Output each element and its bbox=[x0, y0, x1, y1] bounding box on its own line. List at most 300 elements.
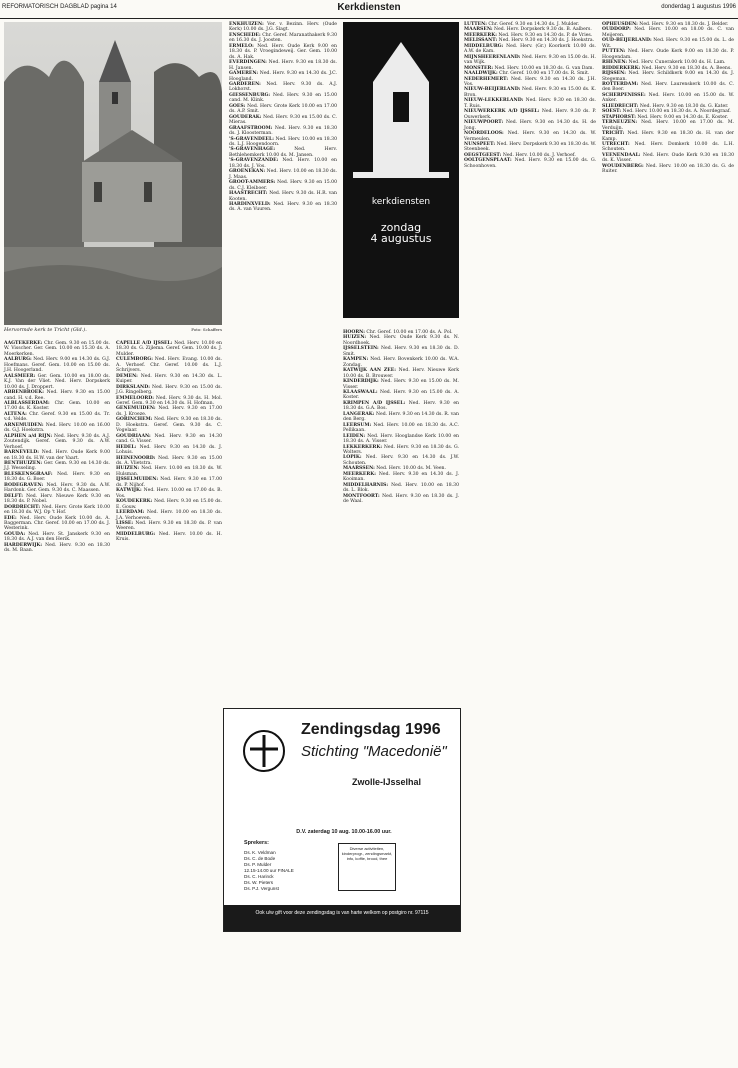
service-details: Ned. Herv. 9.30 ds. A.J. Zoutendijk. Geref. Gem. 9.30 ds. A.W. Verhoef. bbox=[4, 433, 110, 450]
service-details: Ned. Herv. Grote Kerk 10.00 en 17.00 ds. A.P. Smit. bbox=[229, 103, 337, 115]
place-name: OUD-BEIJERLAND: bbox=[602, 38, 652, 44]
service-details: Ned. Herv. Dorpskerk 9.30 ds. B. Aalbers. bbox=[492, 27, 592, 33]
place-name: MIJNSHEERENLAND: bbox=[464, 54, 521, 60]
place-name: HARDINXVELD: bbox=[229, 201, 271, 207]
service-details: Ned. Herv. 9.30 ds. A.W. Hardonk. Ger. Gem. 9.30 ds. C. Maassen. bbox=[4, 482, 110, 494]
service-details: Ned. Herv. 10.00 en 18.30 ds. J.A. Verhoeven. bbox=[116, 510, 222, 521]
listing-entry bbox=[464, 120, 596, 131]
service-details: Ned. Herv. 9.30 en 14.30 ds. L. Kuiper. bbox=[116, 373, 222, 385]
place-name: GOUDRIAAN: bbox=[116, 433, 151, 439]
service-details: Chr. Geref. 9.30 en 15.00 ds. Tr. v.d. Velde. bbox=[4, 411, 110, 423]
place-name: ALTENA: bbox=[4, 411, 27, 417]
paper-name: REFORMATORISCH DAGBLAD pagina 14 bbox=[2, 4, 117, 10]
place-name: GOUDA: bbox=[4, 531, 26, 537]
service-details: Chr. Geref. Maranathakerk 9.30 en 16.30 ds. J. Joosten. bbox=[229, 32, 337, 44]
listing-entry bbox=[116, 417, 222, 433]
listing-entry bbox=[229, 60, 337, 71]
listing-entry bbox=[116, 385, 222, 396]
service-details: Ned. Herv. 9.30 en 14.30 ds. J.C. Hoogland. bbox=[229, 71, 337, 82]
service-details: Ned. Herv. 9.00 en 14.30 ds. G.J. Hoefmans. Geref. Gem. 10.00 en 15.00 ds. J.H. Hoogerland. bbox=[4, 357, 110, 374]
service-details: Ned. Herv. 9.30 en 18.30 ds. J. de Waal. bbox=[343, 493, 459, 505]
place-name: HARDERWIJK: bbox=[4, 542, 43, 548]
service-details: Ned. Herv. 9.30 en 18.30 ds. D. Smit. bbox=[343, 346, 459, 357]
listing-entry bbox=[602, 153, 734, 164]
listing-entry bbox=[602, 27, 734, 38]
place-name: GOES: bbox=[229, 103, 246, 109]
place-name: MEERKERK: bbox=[343, 471, 376, 477]
place-name: KOUDEKERK: bbox=[116, 499, 153, 505]
place-name: ENKHUIZEN: bbox=[229, 22, 264, 27]
place-name: VEENENDAAL: bbox=[602, 152, 641, 158]
place-name: BODEGRAVEN: bbox=[4, 482, 44, 488]
speaker-item: Ds. C. de Bode bbox=[244, 856, 276, 861]
service-details: Ned. Herv. 9.30 en 17.00 ds. J. Kroeze. bbox=[116, 406, 222, 417]
place-name: HEINENOORD: bbox=[116, 455, 156, 461]
service-details: Ned. Herv. 10.00 en 18.00 ds. C. van Meijeren. bbox=[602, 27, 734, 38]
place-name: GAMEREN: bbox=[229, 71, 259, 77]
promo-title: zondag 4 augustus bbox=[370, 221, 432, 245]
place-name: RHENEN: bbox=[602, 60, 628, 66]
service-details: Ned. Herv. 9.30 en 18.30 ds. H. Jansen. bbox=[229, 60, 337, 71]
place-name: OPHEUSDEN: bbox=[602, 22, 638, 27]
listing-entry bbox=[116, 357, 222, 373]
place-name: GIESSENBURG: bbox=[229, 92, 271, 98]
speaker-item: Ds. P.J. Vergunst bbox=[244, 886, 279, 891]
service-details: Ned. Herv. Oude Kerk 9.00 en 18.30 ds. P. Vroegindeweij. Ger. Gem. 10.00 ds. A. Hak. bbox=[229, 43, 337, 60]
listing-entry bbox=[4, 357, 110, 373]
service-details: Ned. Herv. 9.30 en 14.30 ds. J. Lohuis. bbox=[116, 444, 222, 456]
listing-entry bbox=[602, 120, 734, 131]
place-name: DELFT: bbox=[4, 493, 23, 499]
listing-entry bbox=[4, 461, 110, 472]
service-details: Ned. Herv. Domkerk 10.00 ds. L.H. Schouten. bbox=[602, 141, 734, 153]
place-name: HUIZEN: bbox=[343, 335, 367, 341]
listing-entry bbox=[4, 434, 110, 450]
service-details: Ned. Herv. Evang. 10.00 ds. A. Verhoef. Chr. Geref. 10.00 ds. L.J. Schrijvers. bbox=[116, 357, 222, 374]
place-name: HUIZEN: bbox=[116, 466, 140, 472]
service-details: Ned. Herv. 9.30 en 14.30 ds. R. van den Berg. bbox=[343, 411, 459, 423]
service-details: Ned. Herv. 10.00 en 18.30 ds. J. Vos. bbox=[229, 158, 337, 169]
listing-entry bbox=[229, 180, 337, 191]
ad-date: D.V. zaterdag 10 aug. 10.00-16.00 uur. bbox=[296, 829, 392, 835]
listing-entry bbox=[229, 137, 337, 148]
place-name: 'S-GRAVENDEEL: bbox=[229, 136, 274, 142]
listing-entry bbox=[464, 158, 596, 169]
listing-entry bbox=[229, 158, 337, 169]
service-details: Ned. Herv. 9.30 en 15.00 ds. A. Koster. bbox=[343, 389, 459, 401]
listing-entry bbox=[229, 33, 337, 44]
listing-entry bbox=[343, 445, 459, 456]
service-details: Ned. Herv. Nieuwe Kerk 9.30 en 18.30 ds. P. Nobel. bbox=[4, 493, 110, 505]
mission-day-ad bbox=[223, 708, 461, 932]
place-name: NEDERHEMERT: bbox=[464, 76, 509, 82]
listing-entry bbox=[343, 434, 459, 445]
listing-entry bbox=[4, 390, 110, 401]
service-details: Ned. Herv. 9.30 en 18.30 ds. G.A. Bos. bbox=[343, 400, 459, 412]
listing-entry bbox=[116, 532, 222, 543]
listing-entry bbox=[602, 71, 734, 82]
place-name: NIEUW-LEKKERLAND: bbox=[464, 98, 524, 104]
ad-footer: Ook u/w gift voor deze zendingsdag is van harte welkom op postgiro nr. 97115 bbox=[224, 905, 460, 931]
listing-entry bbox=[343, 335, 459, 346]
place-name: GROENEKAN: bbox=[229, 169, 266, 175]
service-details: Ned. Herv. Cunerakerk 10.00 ds. H. Lam. bbox=[627, 60, 726, 66]
column-3 bbox=[229, 22, 337, 213]
place-name: NOORDELOOS: bbox=[464, 131, 504, 137]
place-name: IJSSELMUIDEN: bbox=[116, 477, 159, 483]
service-details: Ned. Herv. Oude Kerk 9.00 en 18.30 ds. P. Hoogendam. bbox=[602, 49, 734, 60]
place-name: LANGERAK: bbox=[343, 411, 375, 417]
listing-entry bbox=[4, 374, 110, 390]
place-name: KINDERDIJK: bbox=[343, 379, 379, 385]
place-name: KLAASWAAL: bbox=[343, 389, 378, 395]
listing-entry bbox=[343, 401, 459, 412]
service-details: Ned. Herv. Laurenskerk 10.00 ds. C. den Boer. bbox=[602, 81, 734, 93]
service-details: Ned. Herv. 9.30 en 14.30 ds. P. de Vries. bbox=[496, 32, 593, 38]
place-name: SOEST: bbox=[602, 109, 622, 115]
listing-entry bbox=[464, 109, 596, 120]
listing-entry bbox=[4, 450, 110, 461]
place-name: BENTHUIZEN: bbox=[4, 460, 43, 466]
listing-entry bbox=[4, 483, 110, 494]
listing-entry bbox=[343, 357, 459, 368]
service-details: Ned. Herv. 9.30 en 18.30 ds. M. Baan. bbox=[4, 542, 110, 554]
service-details: Ned. Herv. 9.30 en 15.00 cand. H. v.d. Ree. bbox=[4, 390, 110, 401]
listing-entry bbox=[229, 115, 337, 126]
place-name: DORDRECHT: bbox=[4, 504, 41, 510]
listing-entry bbox=[4, 472, 110, 483]
column-6 bbox=[602, 22, 734, 175]
listing-entry bbox=[229, 126, 337, 137]
place-name: KAMPEN: bbox=[343, 357, 369, 363]
listing-entry bbox=[343, 494, 459, 505]
place-name: LEERSUM: bbox=[343, 422, 372, 428]
place-name: ALBLASSERDAM: bbox=[4, 400, 50, 406]
service-details: Ned. Herv. 10.00 en 18.30 ds. A.C. Pellikaan. bbox=[343, 422, 459, 434]
service-details: Ned. Herv. 10.00 en 18.30 ds. W. Hulsman. bbox=[116, 466, 222, 477]
place-name: MAARSSEN: bbox=[343, 466, 375, 472]
listing-entry bbox=[4, 543, 110, 554]
listing-entry bbox=[464, 87, 596, 98]
listing-entry bbox=[343, 390, 459, 401]
service-details: Ned. Herv. 9.30 en 18.30 ds. A. van Vuuren. bbox=[229, 201, 337, 213]
listing-entry bbox=[343, 412, 459, 423]
listing-entry bbox=[116, 396, 222, 407]
mission-logo-icon bbox=[242, 729, 286, 773]
place-name: DEMEN: bbox=[116, 373, 138, 379]
service-details: Ned. Herv. Oude Kerk 9.30 en 18.30 ds. K. Visser. bbox=[602, 152, 734, 164]
service-details: Ned. Herv. 9.30 en 18.30 ds. G. Wolters. bbox=[343, 444, 459, 455]
listing-entry bbox=[116, 510, 222, 521]
listing-entry bbox=[602, 49, 734, 60]
service-details: Chr. Geref. 10.00 en 17.00 ds. R. Smit. bbox=[497, 71, 590, 77]
service-details: Ned. Herv. Oude Kerk 10.00 ds. A. Baggerman. Chr. Geref. 10.00 en 17.00 ds. J. Westerink. bbox=[4, 515, 110, 532]
service-details: Ned. Herv. Grote Kerk 10.00 en 18.30 ds. W.J. Op 't Hof. bbox=[4, 504, 110, 516]
place-name: UTRECHT: bbox=[602, 141, 630, 147]
listing-entry bbox=[4, 516, 110, 532]
service-details: Chr. Gem. 10.00 en 17.00 ds. K. Koster. bbox=[4, 400, 110, 412]
place-name: GENEMUIDEN: bbox=[116, 406, 156, 412]
place-name: AAGTEKERKE: bbox=[4, 341, 43, 346]
service-details: Ned. Herv. Oude Kerk 9.00 en 18.30 ds. H.W. van der Vaart. bbox=[4, 450, 110, 461]
place-name: TERNEUZEN: bbox=[602, 120, 638, 126]
listing-entry bbox=[4, 423, 110, 434]
place-name: GROOT-AMMERS: bbox=[229, 180, 276, 186]
listing-entry bbox=[343, 379, 459, 390]
place-name: EVERDINGEN: bbox=[229, 60, 267, 66]
service-details: Ned. Herv. 10.00 en 18.30 ds. L. Blok. bbox=[343, 482, 459, 494]
listing-entry bbox=[343, 455, 459, 466]
listing-entry bbox=[229, 71, 337, 82]
listing-entry bbox=[116, 499, 222, 510]
service-details: Ned. Herv. 9.30 en 18.30 ds. D. Hoekstra. Geref. Gem. 9.30 ds. C. Vogelaar. bbox=[116, 417, 222, 434]
photo-credit: Foto: Schaffers bbox=[191, 327, 222, 332]
listing-entry bbox=[4, 505, 110, 516]
service-details: Ned. Herv. 9.30 en 15.00 cand. M. Klink. bbox=[229, 92, 337, 104]
service-details: Ned. Herv. 9.30 en 14.30 ds. J. Kooiman. bbox=[343, 471, 459, 483]
place-name: NIEUW-BEIJERLAND: bbox=[464, 87, 521, 93]
service-details: Ned. Herv. 9.30 ds. A.J. Lokhorst. bbox=[229, 81, 337, 93]
service-details: Ned. Herv. (Gr.) Koorkerk 10.00 ds. A.W. de Kam. bbox=[464, 43, 596, 55]
service-details: Ned. Herv. 9.30 en 15.00 ds. K. Bron. bbox=[464, 87, 596, 98]
listing-entry bbox=[229, 93, 337, 104]
speaker-item: Ds. C. Harinck bbox=[244, 874, 274, 879]
listing-entry bbox=[229, 147, 337, 158]
place-name: 'S-GRAVENHAGE: bbox=[229, 147, 276, 153]
service-details: Chr. Geref. 10.00 en 17.00 ds. A. Pol. bbox=[364, 330, 453, 335]
place-name: RIDDERKERK: bbox=[602, 65, 641, 71]
place-name: ROTTERDAM: bbox=[602, 81, 639, 87]
place-name: HEDEL: bbox=[116, 444, 137, 450]
place-name: WOUDENBERG: bbox=[602, 163, 644, 169]
ad-speakers bbox=[244, 850, 294, 892]
service-details: Ned. Herv. 10.00 ds. H. Kruis. bbox=[116, 531, 222, 543]
service-details: Ned. Herv. 10.00 ds. M. Veen. bbox=[374, 466, 446, 472]
ad-speakers-label: Sprekers: bbox=[244, 840, 269, 846]
place-name: TRICHT: bbox=[602, 131, 625, 137]
place-name: HAASTRECHT: bbox=[229, 191, 268, 197]
service-details: Ned. Herv. 9.30 en 15.00 ds. H. van Wijk. bbox=[464, 54, 596, 66]
listing-entry bbox=[464, 55, 596, 66]
place-name: MEERKERK: bbox=[464, 32, 497, 38]
service-details: Ned. Herv. 9.30 en 18.30 ds. G. Kater. bbox=[638, 103, 729, 109]
service-details: Ned. Herv. Oude Kerk 9.30 ds. N. Noordhoek. bbox=[343, 335, 459, 346]
listing-entry bbox=[116, 434, 222, 445]
service-details: Ned. Herv. 10.00 en 17.00 ds. M. Verduijn. bbox=[602, 120, 734, 131]
listing-entry bbox=[4, 401, 110, 412]
place-name: MAARSEN: bbox=[464, 27, 493, 33]
listing-entry bbox=[343, 472, 459, 483]
place-name: ERMELO: bbox=[229, 43, 254, 49]
listing-entry bbox=[464, 142, 596, 153]
place-name: BARNEVELD: bbox=[4, 450, 39, 456]
service-details: Ned. Herv. 9.30 en 15.00 ds. G. Schoonhoven. bbox=[464, 158, 596, 169]
listing-entry bbox=[343, 346, 459, 357]
listing-entry bbox=[464, 44, 596, 55]
service-details: Ned. Herv. 9.30 en 18.30 ds. H. van der Kamp. bbox=[602, 131, 734, 142]
listing-entry bbox=[343, 423, 459, 434]
speaker-item: Ds. W. Pieters bbox=[244, 880, 274, 885]
listing-entry bbox=[229, 191, 337, 202]
service-details: Ned. Herv. 9.30 en 15.00 ds. C.J. Kleiboer. bbox=[229, 180, 337, 191]
place-name: KRIMPEN A/D IJSSEL: bbox=[343, 400, 406, 406]
listing-entry bbox=[116, 341, 222, 357]
place-name: MIDDELBURG: bbox=[464, 43, 504, 49]
column-5 bbox=[464, 22, 596, 169]
service-details: Ned. Herv. 9.30 en 14.30 ds. J.W. Schouten. bbox=[343, 455, 459, 466]
listing-entry bbox=[229, 202, 337, 213]
column-2 bbox=[116, 341, 222, 543]
place-name: AALSMEER: bbox=[4, 373, 36, 379]
place-name: RIJSSEN: bbox=[602, 71, 626, 77]
place-name: MIDDELBURG: bbox=[116, 531, 156, 537]
place-name: NAALDWIJK: bbox=[464, 71, 498, 77]
listing-entry bbox=[343, 483, 459, 494]
place-name: AALBURG: bbox=[4, 357, 32, 363]
place-name: MONTFOORT: bbox=[343, 493, 380, 499]
place-name: ARNEMUIDEN: bbox=[4, 422, 44, 428]
place-name: ABBENBROEK: bbox=[4, 390, 44, 396]
listing-entry bbox=[602, 93, 734, 104]
service-details: Ned. Herv. 10.00 en 18.30 ds. J. Maas. bbox=[229, 169, 337, 180]
service-details: Ned. Herv. Bethlehemkerk 10.00 ds. M. Jansen. bbox=[229, 147, 337, 158]
photo-caption bbox=[4, 327, 222, 335]
service-details: Ger. Gem. 10.00 en 18.00 ds. K.J. Van der Vliet. Ned. Herv. Dorpskerk 10.00 ds. J. Droppert. bbox=[4, 373, 110, 390]
service-details: Ned. Herv. 9.30 en 15.00 ds. M. Visser. bbox=[343, 379, 459, 390]
service-details: Ned. Herv. 9.30 en 18.30 ds. P. van Weeren. bbox=[116, 520, 222, 532]
service-details: Ned. Herv. 9.30 en 18.30 ds. J. Kloosterman. bbox=[229, 125, 337, 137]
place-name: NIEUWPOORT: bbox=[464, 120, 504, 126]
sunday-promo bbox=[343, 22, 459, 318]
service-details: Ned. Herv. 10.00 ds. J. Verhoef. bbox=[501, 152, 576, 158]
service-details: Ned. Herv. 10.00 en 16.00 ds. G.J. Hoekstra. bbox=[4, 422, 110, 434]
listing-entry bbox=[116, 477, 222, 488]
place-name: EMMELOORD: bbox=[116, 395, 154, 401]
place-name: KATWIJK: bbox=[116, 488, 142, 494]
listing-entry bbox=[116, 445, 222, 456]
service-details: Ned. Herv. 9.30 ds. H. Mol. Geref. Gem. 9.30 en 14.30 ds. H. Hofman. bbox=[116, 395, 222, 406]
service-details: Ned. Herv. 10.00 en 18.30 ds. G. Zijlema. Geref. Gem. 10.00 ds. J. Mulder. bbox=[116, 341, 222, 357]
service-details: Ned. Herv. 9.30 en 15.00 ds. J.G. Ringelberg. bbox=[116, 384, 222, 396]
place-name: LEIDEN: bbox=[343, 433, 366, 439]
listing-entry bbox=[4, 341, 110, 357]
service-details: Ned. Herv. 9.30 en 15.00 ds. L. de Wit. bbox=[602, 38, 734, 49]
place-name: DIRKSLAND: bbox=[116, 384, 150, 390]
listing-entry bbox=[116, 406, 222, 417]
place-name: OEGSTGEEST: bbox=[464, 152, 502, 158]
place-name: CULEMBORG: bbox=[116, 357, 153, 363]
ad-title: Zendingsdag 1996 bbox=[301, 721, 441, 738]
service-details: Ver. v. Bezinn. Herv. (Oude Kerk) 10.00 ds. J.G. Slagt. bbox=[229, 22, 337, 33]
place-name: EDE: bbox=[4, 515, 17, 521]
service-details: Ned. Herv. 9.30 ds. P. Ouwerkerk. bbox=[464, 109, 596, 120]
place-name: CAPELLE A/D IJSSEL: bbox=[116, 341, 173, 346]
page-header bbox=[0, 0, 738, 19]
listing-entry bbox=[229, 22, 337, 33]
service-details: Ned. Herv. 10.00 en 18.30 ds. G. de Ruiter. bbox=[602, 163, 734, 175]
listing-entry bbox=[4, 494, 110, 505]
listing-entry bbox=[4, 412, 110, 423]
place-name: LEERDAM: bbox=[116, 510, 145, 516]
service-details: Ned. Herv. 9.30 en 14.30 ds. W. Vermeulen. bbox=[464, 131, 596, 142]
promo-label: kerkdiensten bbox=[371, 197, 431, 207]
place-name: PUTTEN: bbox=[602, 49, 626, 55]
place-name: BLESKENSGRAAF: bbox=[4, 471, 53, 477]
place-name: ALPHEN a/d RIJN: bbox=[4, 433, 53, 439]
place-name: LEKKERKERK: bbox=[343, 444, 383, 450]
service-details: Ned. Herv. 9.30 en 14.30 cand. G. Visser. bbox=[116, 433, 222, 445]
column-1 bbox=[4, 341, 110, 554]
place-name: STAPHORST: bbox=[602, 114, 636, 120]
service-details: Ned. Herv. 9.30 en 14.30 ds. J. Hoekstra. bbox=[497, 38, 595, 44]
place-name: NUNSPEET: bbox=[464, 141, 496, 147]
place-name: LOPIK: bbox=[343, 455, 362, 461]
listing-entry bbox=[343, 368, 459, 379]
church-icon bbox=[343, 22, 459, 192]
ad-location: Zwolle-IJsselhal bbox=[352, 777, 422, 787]
place-name: MIDDELHARNIS: bbox=[343, 482, 389, 488]
listing-entry bbox=[464, 98, 596, 109]
listing-entry bbox=[116, 488, 222, 499]
service-details: Ned. Herv. Bovenkerk 10.00 ds. W.A. Zondag. bbox=[343, 357, 459, 368]
place-name: NIEUWERKERK A/D IJSSEL: bbox=[464, 109, 540, 115]
place-name: ENSCHEDE: bbox=[229, 32, 261, 38]
column-4 bbox=[343, 330, 459, 505]
place-name: SLIEDRECHT: bbox=[602, 103, 639, 109]
service-details: Ned. Herv. 10.00 en 18.30 ds. L.J. Hoogendoorn. bbox=[229, 136, 337, 147]
service-details: Ned. Herv. 9.30 en 18.30 ds. G. Boer. bbox=[4, 471, 110, 483]
place-name: SCHERPENISSE: bbox=[602, 92, 646, 98]
service-details: Ned. Herv. 10.00 en 15.00 ds. W. Anker. bbox=[602, 92, 734, 104]
listing-entry bbox=[602, 38, 734, 49]
service-details: Ned. Herv. 10.00 en 18.30 ds. G. van Dam. bbox=[493, 65, 594, 71]
place-name: GRAAFSTROOM: bbox=[229, 125, 273, 131]
listing-entry bbox=[116, 466, 222, 477]
service-details: Ned. Herv. St. Janskerk 9.30 en 18.30 ds. A.J. van den Herik. bbox=[4, 531, 110, 543]
place-name: OOLTGENSPLAAT: bbox=[464, 158, 512, 164]
place-name: MONSTER: bbox=[464, 65, 494, 71]
listing-entry bbox=[116, 456, 222, 467]
service-details: Ned. Herv. Hooglandse Kerk 10.00 en 18.30 ds. A. Visser. bbox=[343, 433, 459, 445]
service-details: Ned. Herv. 10.00 en 18.30 ds. A. Noordegraaf. bbox=[621, 109, 731, 115]
service-details: Ned. Herv. 9.30 en 14.30 ds. J.H. Vos. bbox=[464, 76, 596, 87]
section-title: Kerkdiensten bbox=[337, 2, 401, 13]
listing-entry bbox=[602, 142, 734, 153]
service-details: Ned. Herv. 9.30 en 17.00 ds. P. Nijhof. bbox=[116, 477, 222, 488]
listing-entry bbox=[229, 82, 337, 93]
ad-organisation: Stichting "Macedonië" bbox=[301, 743, 447, 760]
listing-entry bbox=[4, 532, 110, 543]
service-details: Ned. Herv. 10.00 en 17.00 ds. B. Vos. bbox=[116, 488, 222, 499]
listing-entry bbox=[602, 131, 734, 142]
place-name: HOORN: bbox=[343, 330, 365, 335]
service-details: Ned. Herv. 9.30 en 15.00 ds. E. Gouw. bbox=[116, 499, 222, 510]
service-details: Ned. Herv. 9.30 en 18.30 ds. A. Beens. bbox=[640, 65, 732, 71]
church-photo bbox=[4, 22, 222, 325]
listing-entry bbox=[464, 77, 596, 88]
service-details: Ger. Gem. 9.30 en 14.30 ds. J.J. Wesseling. bbox=[4, 460, 110, 472]
place-name: GORINCHEM: bbox=[116, 417, 153, 423]
listing-entry bbox=[229, 169, 337, 180]
place-name: IJSSELSTEIN: bbox=[343, 346, 379, 352]
service-details: Ned. Herv. 9.30 ds. H.R. van Kooten. bbox=[229, 191, 337, 202]
listing-entry bbox=[602, 82, 734, 93]
service-details: Ned. Herv. 9.00 en 14.30 ds. E. Koster. bbox=[635, 114, 728, 120]
place-name: OUDDORP: bbox=[602, 27, 631, 33]
listing-entry bbox=[602, 164, 734, 175]
caption-text: Hervormde kerk te Tricht (Gld.). bbox=[4, 327, 87, 333]
service-details: Ned. Herv. 9.30 en 18.30 ds. J. Belder. bbox=[637, 22, 729, 27]
